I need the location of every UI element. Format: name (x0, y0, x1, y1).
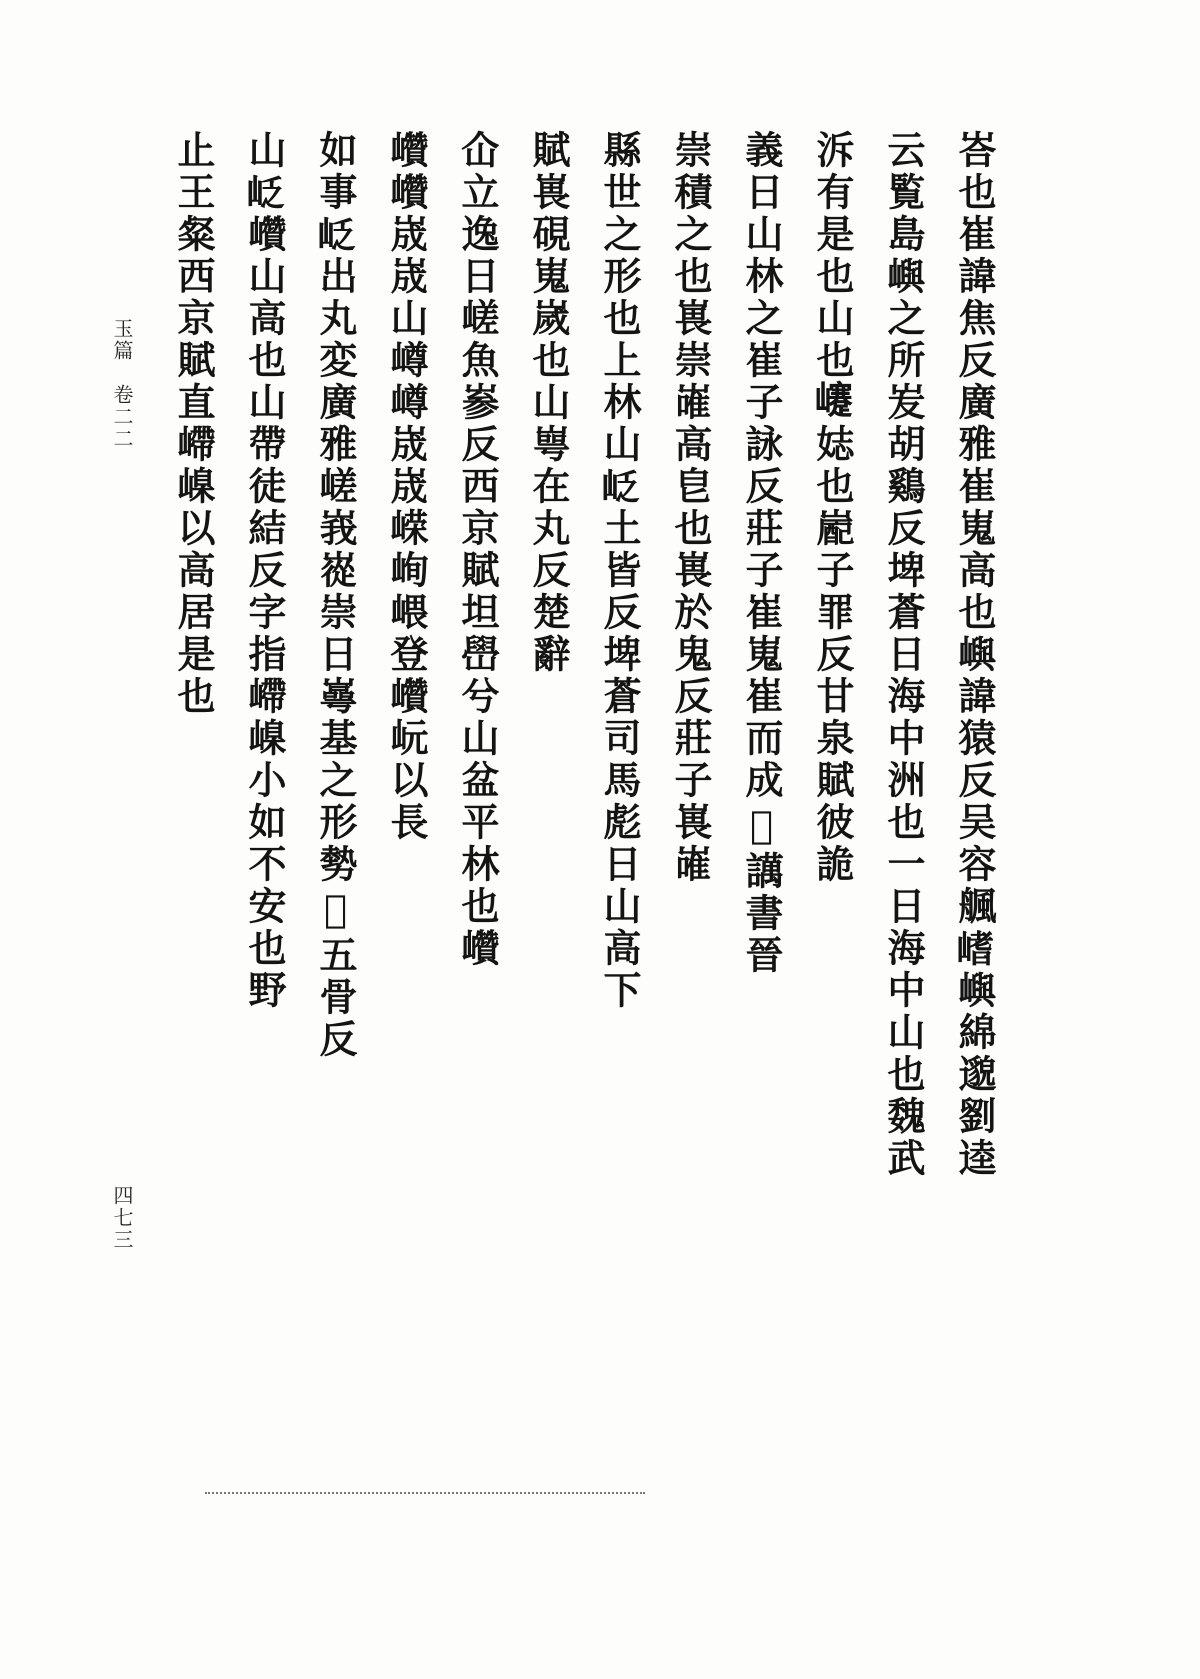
text-column: 仚立逸日嵯魚㟥反西京賦坦嶨兮山盆平林也巑 (455, 130, 500, 970)
text-column: 山𡶉巑山高也山帶徒結反字指嵽嵲小如不安也野 (242, 130, 287, 1012)
text-column: 賦嵔硯嵬嵗也山㟧在丸反楚辭 (526, 130, 571, 676)
text-column: 巑巑𡷫𡷫山嶟嶟𡷫𡷫嵘峋㟪登巑岏以長 (384, 130, 429, 844)
text-column: 崇積之也嵔崇嶉高皀也嵔於鬼反莊子嵔嶉 (668, 130, 713, 886)
text-column: 如事𡶉出丸変廣雅嵯峩嵸崇日㠋基之形勢𡶖五骨反 (313, 130, 358, 1061)
book-title: 玉篇 卷二二 (110, 318, 134, 450)
scan-artifact-line (205, 1492, 645, 1494)
text-column: 縣世之形也上林山𡶉土皆反埤蒼司馬彪日山高下 (597, 130, 642, 1012)
page-number: 四七三 (110, 1185, 134, 1251)
text-column: 云覧島嶼之所𡵢胡鷄反埤蒼日海中洲也一日海中山也魏武 (881, 130, 926, 1180)
manuscript-text-block (160, 130, 1030, 1450)
text-column: 泝有是也山也𡾰娡也嶏子罪反甘泉賦彼詭 (810, 130, 855, 886)
text-column: 止王粲西京賦直嵽嵲以高居是也 (171, 130, 216, 718)
text-column: 義日山林之崔子詠反莊子崔嵬崔而成𧢟䜕書晉 (739, 130, 784, 977)
text-column: 峇也崔諱焦反廣雅崔嵬高也嶼諱猿反吴容䑺𡺸嶼綿邈劉逵 (952, 130, 997, 1180)
